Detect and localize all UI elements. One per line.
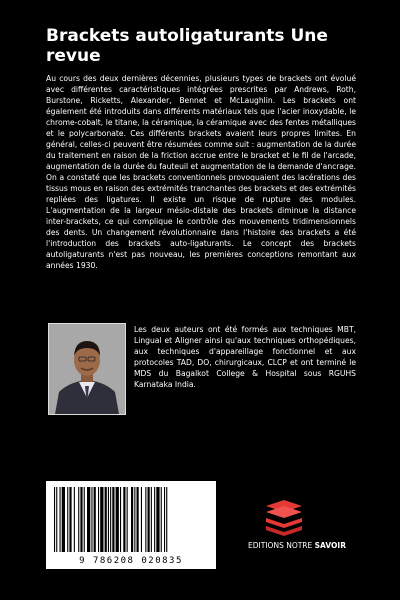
publisher-brand: SAVOIR bbox=[314, 541, 346, 550]
barcode-bar bbox=[80, 487, 82, 552]
book-title: Brackets autoligaturants Une revue bbox=[46, 26, 328, 66]
barcode-bar bbox=[87, 487, 90, 552]
barcode-bar bbox=[131, 487, 133, 552]
barcode-bar bbox=[148, 487, 150, 552]
barcode-bar bbox=[84, 487, 85, 552]
barcode-bar bbox=[69, 487, 71, 552]
barcode-bar bbox=[127, 487, 128, 552]
barcode-bar bbox=[56, 487, 57, 552]
barcode-bar bbox=[156, 487, 159, 552]
barcode-bar bbox=[112, 487, 114, 552]
author-bio: Les deux auteurs ont été formés aux techniques MBT, Lingual et Aligner ainsi qu'aux techniques orthopédiques, aux techniques d'appareillage fonctionnel et aux protocoles TAD, DO, chirurgicaux, CLCP et ont terminé le MDS du Bagalkot College & Hospital sous RGUHS Karnataka India. bbox=[134, 325, 356, 389]
barcode-bar bbox=[74, 487, 75, 552]
barcode-bar bbox=[100, 487, 103, 552]
barcode-bar bbox=[141, 487, 142, 552]
barcode-bar bbox=[151, 487, 152, 552]
book-abstract: Au cours des deux dernières décennies, plusieurs types de brackets ont évolué avec différentes caractéristiques intégrées prescrites par Andrews, Roth, Burstone, Ricketts, Alexander, Bennet et McLaughlin. Les brackets ont également été introduits dans différents matériaux tels que l'acier inoxydable, le chrome-cobalt, le titane, la céramique, la céramique avec des fentes métalliques et le polycarbonate. Ces différents brackets avaient leurs propres limites. En général, celles-ci peuvent être résumées comme suit : augmentation de la durée du traitement en raison de la friction accrue entre le bracket et le fil de l'arcade, augmentation de la durée du fauteuil et augmentation de la demande d'ancrage. On a constaté que les brackets conventionnels provoquaient des lacérations des tissus mous en raison des extrémités tranchantes des brackets et des extrémités repliées des ligatures. Il existe un risque de rupture des modules. L'augmentation de la largeur mésio-distale des brackets diminue la distance inter-brackets, ce qui complique le contrôle des mouvements tridimensionnels des dents. Un changement révolutionnaire dans l'histoire des brackets a été l'introduction des brackets auto-ligaturants. Le concept des brackets autoligaturants n'est pas nouveau, les premières conceptions remontant aux années 1930. bbox=[46, 74, 356, 270]
barcode-bar bbox=[62, 487, 65, 552]
barcode-bar bbox=[166, 487, 167, 552]
barcode-bar bbox=[134, 487, 135, 552]
barcode-bars bbox=[52, 487, 210, 552]
barcode-bar bbox=[110, 487, 111, 552]
author-photo bbox=[48, 323, 126, 415]
barcode-bar bbox=[98, 487, 99, 552]
barcode-bar bbox=[137, 487, 139, 552]
barcode-bar bbox=[94, 487, 96, 552]
barcode-bar bbox=[91, 487, 92, 552]
isbn-number: 9 786208 020835 bbox=[79, 556, 183, 566]
barcode-bar bbox=[154, 487, 155, 552]
barcode-bar bbox=[116, 487, 119, 552]
barcode-bar bbox=[123, 487, 125, 552]
isbn-barcode bbox=[46, 481, 216, 569]
barcode-bar bbox=[108, 487, 109, 552]
barcode-bar bbox=[145, 487, 146, 552]
publisher-prefix: EDITIONS NOTRE bbox=[248, 541, 313, 550]
barcode-bar bbox=[54, 487, 55, 552]
barcode-bar bbox=[161, 487, 162, 552]
barcode-bar bbox=[67, 487, 68, 552]
barcode-bar bbox=[60, 487, 61, 552]
barcode-bar bbox=[120, 487, 121, 552]
barcode-bar bbox=[78, 487, 79, 552]
barcode-bar bbox=[105, 487, 107, 552]
publisher-name bbox=[232, 541, 362, 550]
publisher-logo bbox=[262, 500, 306, 536]
barcode-bar bbox=[164, 487, 165, 552]
